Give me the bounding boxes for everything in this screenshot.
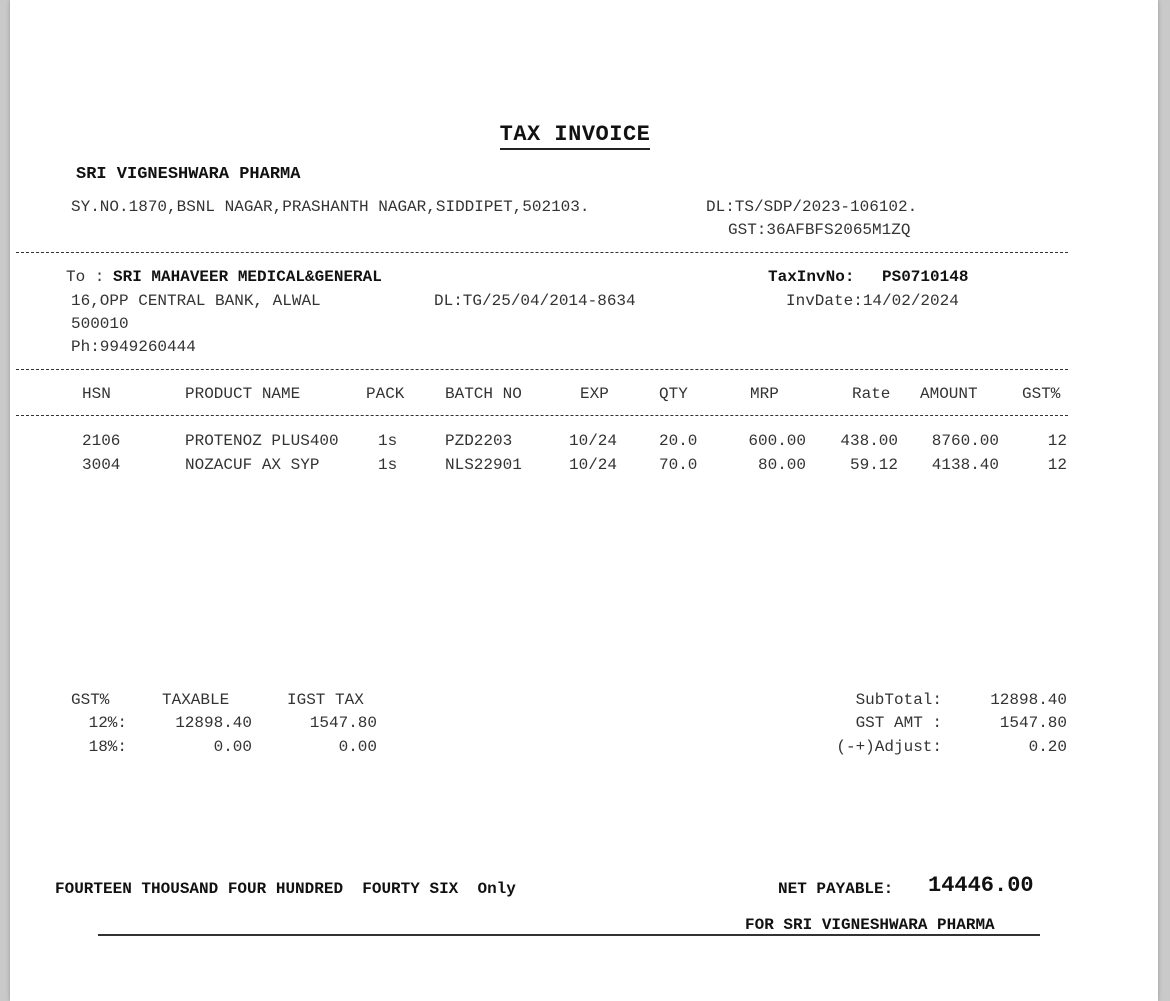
cell-amount: 4138.40 <box>931 456 999 474</box>
adjust-value: 0.20 <box>1028 738 1067 756</box>
invoice-date: InvDate:14/02/2024 <box>786 292 959 310</box>
cell-rate: 438.00 <box>840 432 898 450</box>
divider <box>16 252 1068 253</box>
cell-hsn: 3004 <box>82 456 121 474</box>
cell-gst: 12 <box>1047 456 1067 474</box>
gst-igst: 1547.80 <box>309 714 377 732</box>
gst-taxable: 0.00 <box>213 738 252 756</box>
cell-mrp: 600.00 <box>748 432 806 450</box>
cell-gst: 12 <box>1047 432 1067 450</box>
col-mrp: MRP <box>750 385 779 403</box>
invoice-no: PS0710148 <box>882 268 969 286</box>
invoice-page <box>10 0 1158 1001</box>
divider <box>16 369 1068 370</box>
cell-product: PROTENOZ PLUS400 <box>185 432 339 450</box>
buyer-address: 16,OPP CENTRAL BANK, ALWAL <box>71 292 321 310</box>
cell-exp: 10/24 <box>569 456 618 474</box>
cell-mrp: 80.00 <box>757 456 806 474</box>
for-signature-label: FOR SRI VIGNESHWARA PHARMA <box>745 916 995 934</box>
cell-qty: 20.0 <box>659 432 698 450</box>
cell-pack: 1s <box>378 456 398 474</box>
seller-dl: DL:TS/SDP/2023-106102. <box>706 198 918 216</box>
invoice-title: TAX INVOICE <box>0 122 1150 147</box>
net-payable-value: 14446.00 <box>928 873 1034 898</box>
buyer-pin: 500010 <box>71 315 129 333</box>
col-gst: GST% <box>1022 385 1061 403</box>
gst-summary-header: IGST TAX <box>287 691 364 709</box>
buyer-dl: DL:TG/25/04/2014-8634 <box>434 292 636 310</box>
col-amount: AMOUNT <box>920 385 978 403</box>
cell-rate: 59.12 <box>849 456 898 474</box>
gst-summary-header: GST% <box>71 691 110 709</box>
col-product: PRODUCT NAME <box>185 385 301 403</box>
buyer-name: SRI MAHAVEER MEDICAL&GENERAL <box>113 268 382 286</box>
cell-product: NOZACUF AX SYP <box>185 456 320 474</box>
amount-in-words: FOURTEEN THOUSAND FOUR HUNDRED FOURTY SIX Only <box>55 880 516 898</box>
cell-pack: 1s <box>378 432 398 450</box>
col-pack: PACK <box>366 385 405 403</box>
net-payable-label: NET PAYABLE: <box>778 880 894 898</box>
cell-amount: 8760.00 <box>931 432 999 450</box>
subtotal-value: 12898.40 <box>990 691 1067 709</box>
seller-gst: GST:36AFBFS2065M1ZQ <box>728 221 911 239</box>
col-hsn: HSN <box>82 385 111 403</box>
cell-hsn: 2106 <box>82 432 121 450</box>
gst-igst: 0.00 <box>338 738 377 756</box>
gst-amt-value: 1547.80 <box>999 714 1067 732</box>
subtotal-label: SubTotal: <box>855 691 942 709</box>
col-batch: BATCH NO <box>445 385 522 403</box>
buyer-to-label: To : <box>66 268 105 286</box>
col-exp: EXP <box>580 385 609 403</box>
divider <box>16 415 1068 416</box>
invoice-no-label: TaxInvNo: <box>768 268 855 286</box>
cell-exp: 10/24 <box>569 432 618 450</box>
col-qty: QTY <box>659 385 688 403</box>
gst-rate: 12%: <box>88 714 127 732</box>
signature-rule <box>98 934 1040 936</box>
gst-rate: 18%: <box>88 738 127 756</box>
cell-batch: PZD2203 <box>445 432 513 450</box>
seller-address: SY.NO.1870,BSNL NAGAR,PRASHANTH NAGAR,SIDDIPET,502103. <box>71 198 590 216</box>
gst-summary-header: TAXABLE <box>162 691 230 709</box>
adjust-label: (-+)Adjust: <box>836 738 942 756</box>
seller-name: SRI VIGNESHWARA PHARMA <box>76 165 301 184</box>
col-rate: Rate <box>852 385 891 403</box>
buyer-phone: Ph:9949260444 <box>71 338 196 356</box>
gst-taxable: 12898.40 <box>175 714 252 732</box>
cell-qty: 70.0 <box>659 456 698 474</box>
cell-batch: NLS22901 <box>445 456 522 474</box>
gst-amt-label: GST AMT : <box>855 714 942 732</box>
